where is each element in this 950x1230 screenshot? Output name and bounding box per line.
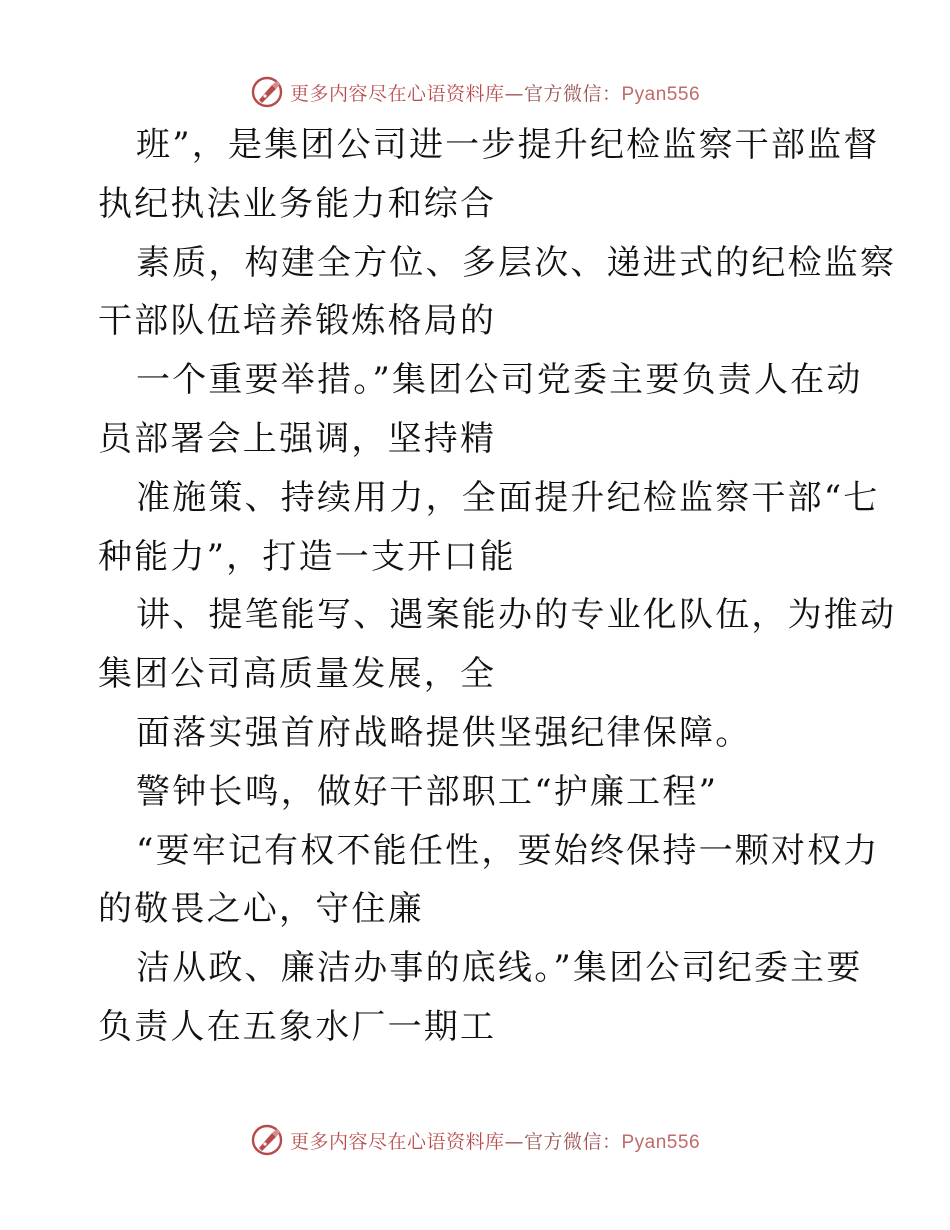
body-line: 员部署会上强调，坚持精 xyxy=(98,418,497,459)
body-line: 洁从政、廉洁办事的底线。”集团公司纪委主要 xyxy=(136,948,863,989)
header-watermark-text: 更多内容尽在心语资料库—官方微信：Pyan556 xyxy=(289,82,701,105)
body-line: 班”，是集团公司进一步提升纪检监察干部监督 xyxy=(136,125,880,165)
body-line: 种能力”，打造一支开口能 xyxy=(98,536,516,577)
body-line: 讲、提笔能写、遇案能办的专业化队伍，为推动 xyxy=(136,595,897,636)
body-line: 警钟长鸣，做好干部职工“护廉工程” xyxy=(136,771,719,812)
body-line: 素质，构建全方位、多层次、递进式的纪检监察 xyxy=(136,242,897,283)
body-line: 的敬畏之心，守住廉 xyxy=(98,889,424,930)
footer-watermark xyxy=(0,1120,950,1160)
pen-nib-circle-icon xyxy=(250,75,284,109)
body-line: 集团公司高质量发展，全 xyxy=(98,654,497,695)
document-body xyxy=(98,116,897,1057)
body-line: 一个重要举措。”集团公司党委主要负责人在动 xyxy=(136,360,863,401)
body-line: 负责人在五象水厂一期工 xyxy=(98,1006,497,1047)
body-line: 执纪执法业务能力和综合 xyxy=(98,183,497,224)
body-line: 面落实强首府战略提供坚强纪律保障。 xyxy=(136,712,752,753)
body-line: 准施策、持续用力，全面提升纪检监察干部“七 xyxy=(136,477,880,518)
body-line: 干部队伍培养锻炼格局的 xyxy=(98,301,497,342)
header-watermark xyxy=(0,72,950,112)
footer-watermark-text: 更多内容尽在心语资料库—官方微信：Pyan556 xyxy=(289,1130,701,1153)
pen-nib-circle-icon xyxy=(250,1123,284,1157)
body-line: “要牢记有权不能任性，要始终保持一颗对权力 xyxy=(136,830,880,871)
